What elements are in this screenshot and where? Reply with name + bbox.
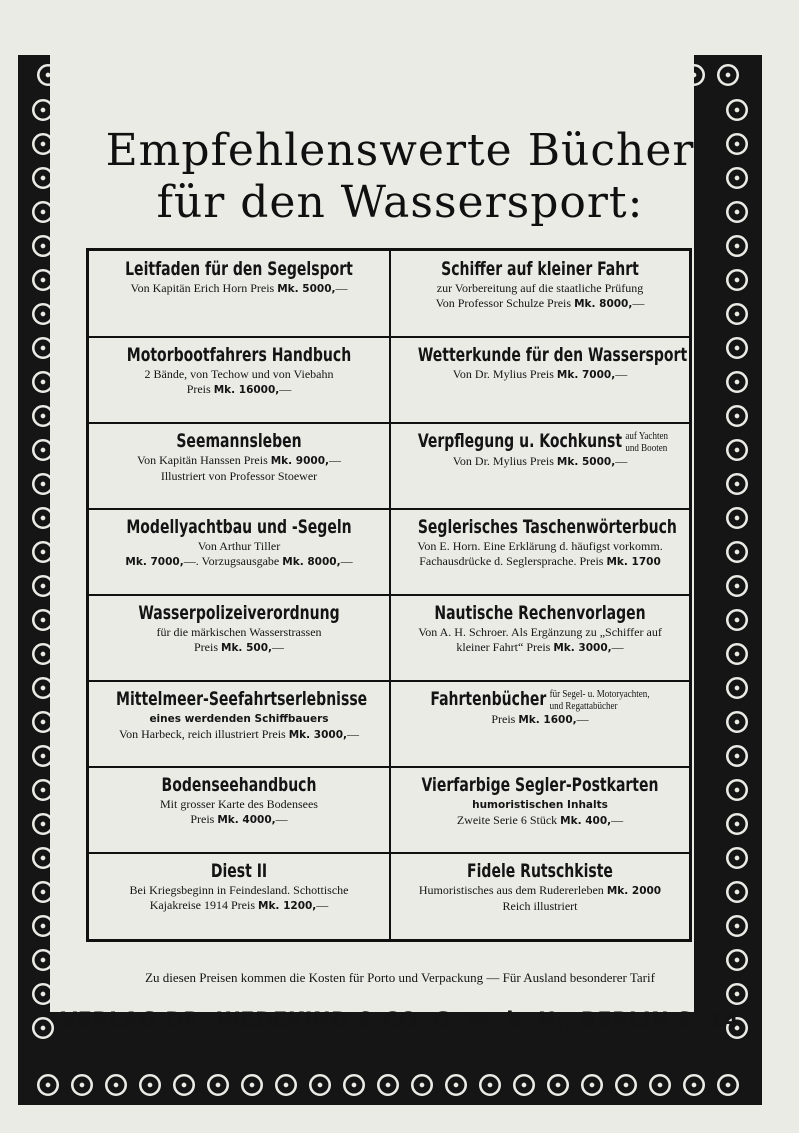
row-divider: [391, 336, 689, 338]
book-detail-line: eines werdenden Schiffbauers: [149, 713, 329, 725]
book-entry-right-2: [391, 337, 689, 423]
spiral-motif: [725, 506, 749, 530]
book-title: [417, 429, 668, 454]
spiral-motif: [648, 1073, 672, 1097]
book-detail-line: Von Arthur Tiller: [197, 539, 281, 553]
spiral-motif: [580, 1073, 604, 1097]
row-divider: [391, 680, 689, 682]
book-title-text: Wasserpolizeiverordnung: [138, 602, 340, 624]
page-title: [60, 125, 740, 229]
book-title-text: Wetterkunde für den Wassersport: [417, 344, 688, 366]
spiral-motif: [725, 302, 749, 326]
spiral-motif: [725, 268, 749, 292]
book-title-subnote: auf Yachten und Booten: [625, 429, 668, 454]
spiral-motif: [725, 608, 749, 632]
spiral-motif: [725, 846, 749, 870]
row-divider: [391, 594, 689, 596]
book-title: [417, 343, 688, 367]
book-title: [116, 601, 362, 625]
book-title-text: Motorbootfahrers Handbuch: [126, 344, 352, 366]
spiral-motif: [716, 1073, 740, 1097]
spiral-motif: [682, 1073, 706, 1097]
spiral-motif: [725, 574, 749, 598]
book-entry-right-3: [391, 423, 689, 509]
spiral-motif: [725, 472, 749, 496]
book-entry-left-3: [89, 423, 389, 509]
book-entry-left-5: [89, 595, 389, 681]
spiral-motif: [725, 438, 749, 462]
book-entry-right-8: [391, 853, 689, 939]
book-title-text: Fidele Rutschkiste: [467, 860, 613, 882]
book-detail-line: Von Dr. Mylius Preis Mk. 7000,—: [452, 367, 628, 381]
book-detail-line: Preis Mk. 4000,—: [190, 812, 288, 826]
book-detail-line: Mk. 7000,—. Vorzugsausgabe Mk. 8000,—: [125, 554, 353, 568]
book-detail-line: Preis Mk. 1600,—: [491, 711, 589, 726]
title-line-2: für den Wassersport:: [156, 177, 644, 228]
book-detail-line: Zweite Serie 6 Stück Mk. 400,—: [456, 813, 624, 827]
book-title: [116, 429, 362, 453]
book-title: [116, 257, 362, 281]
book-detail-line: Von Harbeck, reich illustriert Preis Mk. 3000,—: [118, 727, 360, 741]
book-title-subnote: für Segel- u. Motoryachten, und Regattabücher: [549, 687, 650, 712]
spiral-motif: [240, 1073, 264, 1097]
spiral-motif: [206, 1073, 230, 1097]
spiral-motif: [308, 1073, 332, 1097]
book-detail-line: Von Professor Schulze Preis Mk. 8000,—: [435, 296, 645, 310]
book-title-text: Seglerisches Taschenwörterbuch: [417, 516, 677, 538]
book-detail-line: Kajakreise 1914 Preis Mk. 1200,—: [149, 898, 329, 912]
spiral-motif: [725, 778, 749, 802]
row-divider: [89, 852, 389, 854]
book-title: [116, 687, 368, 711]
book-detail-line: Illustriert von Professor Stoewer: [160, 469, 318, 483]
book-title: [116, 773, 362, 797]
book-detail-line: 2 Bände, von Techow und von Viebahn: [144, 367, 334, 381]
book-title: [116, 343, 362, 367]
spiral-motif: [725, 540, 749, 564]
book-title-text: Mittelmeer-Seefahrtserlebnisse: [116, 688, 368, 710]
book-title-text: Modellyachtbau und -Segeln: [126, 516, 352, 538]
spiral-motif: [138, 1073, 162, 1097]
publisher-line: VERLAG DR. WEDEKIND & CO. G. m. b. H., BERLIN S. 14: [60, 1008, 740, 1032]
book-detail-line: Von Dr. Mylius Preis Mk. 5000,—: [452, 453, 628, 468]
book-title: [418, 601, 662, 625]
spiral-motif: [725, 812, 749, 836]
book-detail-line: Von E. Horn. Eine Erklärung d. häufigst vorkomm.: [417, 539, 663, 553]
book-entry-right-1: [391, 251, 689, 337]
book-entry-left-1: [89, 251, 389, 337]
book-detail-line: Preis Mk. 16000,—: [186, 382, 292, 396]
book-entry-right-6: [391, 681, 689, 767]
book-title: [116, 859, 362, 883]
book-detail-line: Fachausdrücke d. Seglersprache. Preis Mk. 1700: [419, 554, 661, 568]
spiral-motif: [512, 1073, 536, 1097]
book-entry-left-8: [89, 853, 389, 939]
book-title-text: Leitfaden für den Segelsport: [125, 258, 353, 280]
row-divider: [89, 336, 389, 338]
row-divider: [391, 422, 689, 424]
book-entry-left-6: [89, 681, 389, 767]
book-title: [116, 515, 362, 539]
book-title: [418, 859, 662, 883]
book-title: [418, 773, 662, 797]
book-title-text: Nautische Rechenvorlagen: [434, 602, 646, 624]
spiral-motif: [410, 1073, 434, 1097]
book-entry-left-7: [89, 767, 389, 853]
spiral-motif: [725, 948, 749, 972]
row-divider: [89, 508, 389, 510]
book-entry-right-7: [391, 767, 689, 853]
spiral-motif: [725, 744, 749, 768]
shipping-note: Zu diesen Preisen kommen die Kosten für Porto und Verpackung — Für Ausland besonderer Tarif: [145, 970, 655, 985]
book-title: [418, 687, 662, 712]
book-title-text: Diest II: [210, 860, 268, 882]
spiral-motif: [31, 1016, 55, 1040]
book-entry-right-5: [391, 595, 689, 681]
spiral-motif: [478, 1073, 502, 1097]
spiral-motif: [376, 1073, 400, 1097]
spiral-motif: [172, 1073, 196, 1097]
spiral-motif: [725, 710, 749, 734]
book-title: [418, 257, 662, 281]
spiral-motif: [725, 404, 749, 428]
book-detail-line: Reich illustriert: [502, 899, 578, 913]
book-detail-line: kleiner Fahrt“ Preis Mk. 3000,—: [456, 640, 624, 654]
book-entry-left-2: [89, 337, 389, 423]
row-divider: [391, 508, 689, 510]
spiral-motif: [725, 370, 749, 394]
book-title: [417, 515, 677, 539]
spiral-motif: [444, 1073, 468, 1097]
book-detail-line: für die märkischen Wasserstrassen: [156, 625, 322, 639]
book-detail-line: humoristischen Inhalts: [472, 799, 608, 811]
book-entry-left-4: [89, 509, 389, 595]
book-title-text: Bodenseehandbuch: [161, 774, 317, 796]
book-entry-right-4: [391, 509, 689, 595]
spiral-motif: [725, 98, 749, 122]
row-divider: [89, 594, 389, 596]
book-detail-line: zur Vorbereitung auf die staatliche Prüfung: [436, 281, 644, 295]
book-title-text: Schiffer auf kleiner Fahrt: [441, 258, 639, 280]
spiral-motif: [546, 1073, 570, 1097]
book-title-text: Seemannsleben: [176, 430, 302, 452]
book-detail-line: Humoristisches aus dem Rudererleben Mk. 2000: [418, 883, 662, 897]
spiral-motif: [342, 1073, 366, 1097]
book-detail-line: Mit grosser Karte des Bodensees: [160, 797, 318, 811]
book-detail-line: Von Kapitän Hanssen Preis Mk. 9000,—: [136, 453, 342, 467]
book-table: [86, 248, 692, 942]
spiral-motif: [725, 880, 749, 904]
book-detail-line: Bei Kriegsbeginn in Feindesland. Schottische: [129, 883, 349, 897]
title-line-1: Empfehlenswerte Bücher: [105, 125, 695, 176]
book-detail-line: Von A. H. Schroer. Als Ergänzung zu „Schiffer auf: [418, 625, 662, 639]
book-title-text: Verpflegung u. Kochkunst: [417, 430, 623, 452]
spiral-motif: [104, 1073, 128, 1097]
spiral-motif: [725, 642, 749, 666]
book-title-text: Vierfarbige Segler-Postkarten: [421, 774, 659, 796]
spiral-motif: [36, 1073, 60, 1097]
book-detail-line: Von Kapitän Erich Horn Preis Mk. 5000,—: [130, 281, 348, 295]
spiral-motif: [274, 1073, 298, 1097]
spiral-motif: [725, 914, 749, 938]
book-detail-line: Preis Mk. 500,—: [194, 640, 284, 654]
row-divider: [89, 766, 389, 768]
row-divider: [89, 422, 389, 424]
row-divider: [391, 852, 689, 854]
row-divider: [89, 680, 389, 682]
spiral-motif: [716, 63, 740, 87]
spiral-motif: [725, 676, 749, 700]
spiral-motif: [70, 1073, 94, 1097]
row-divider: [391, 766, 689, 768]
spiral-motif: [725, 336, 749, 360]
spiral-motif: [614, 1073, 638, 1097]
spiral-motif: [725, 234, 749, 258]
book-title-text: Fahrtenbücher: [430, 688, 547, 710]
